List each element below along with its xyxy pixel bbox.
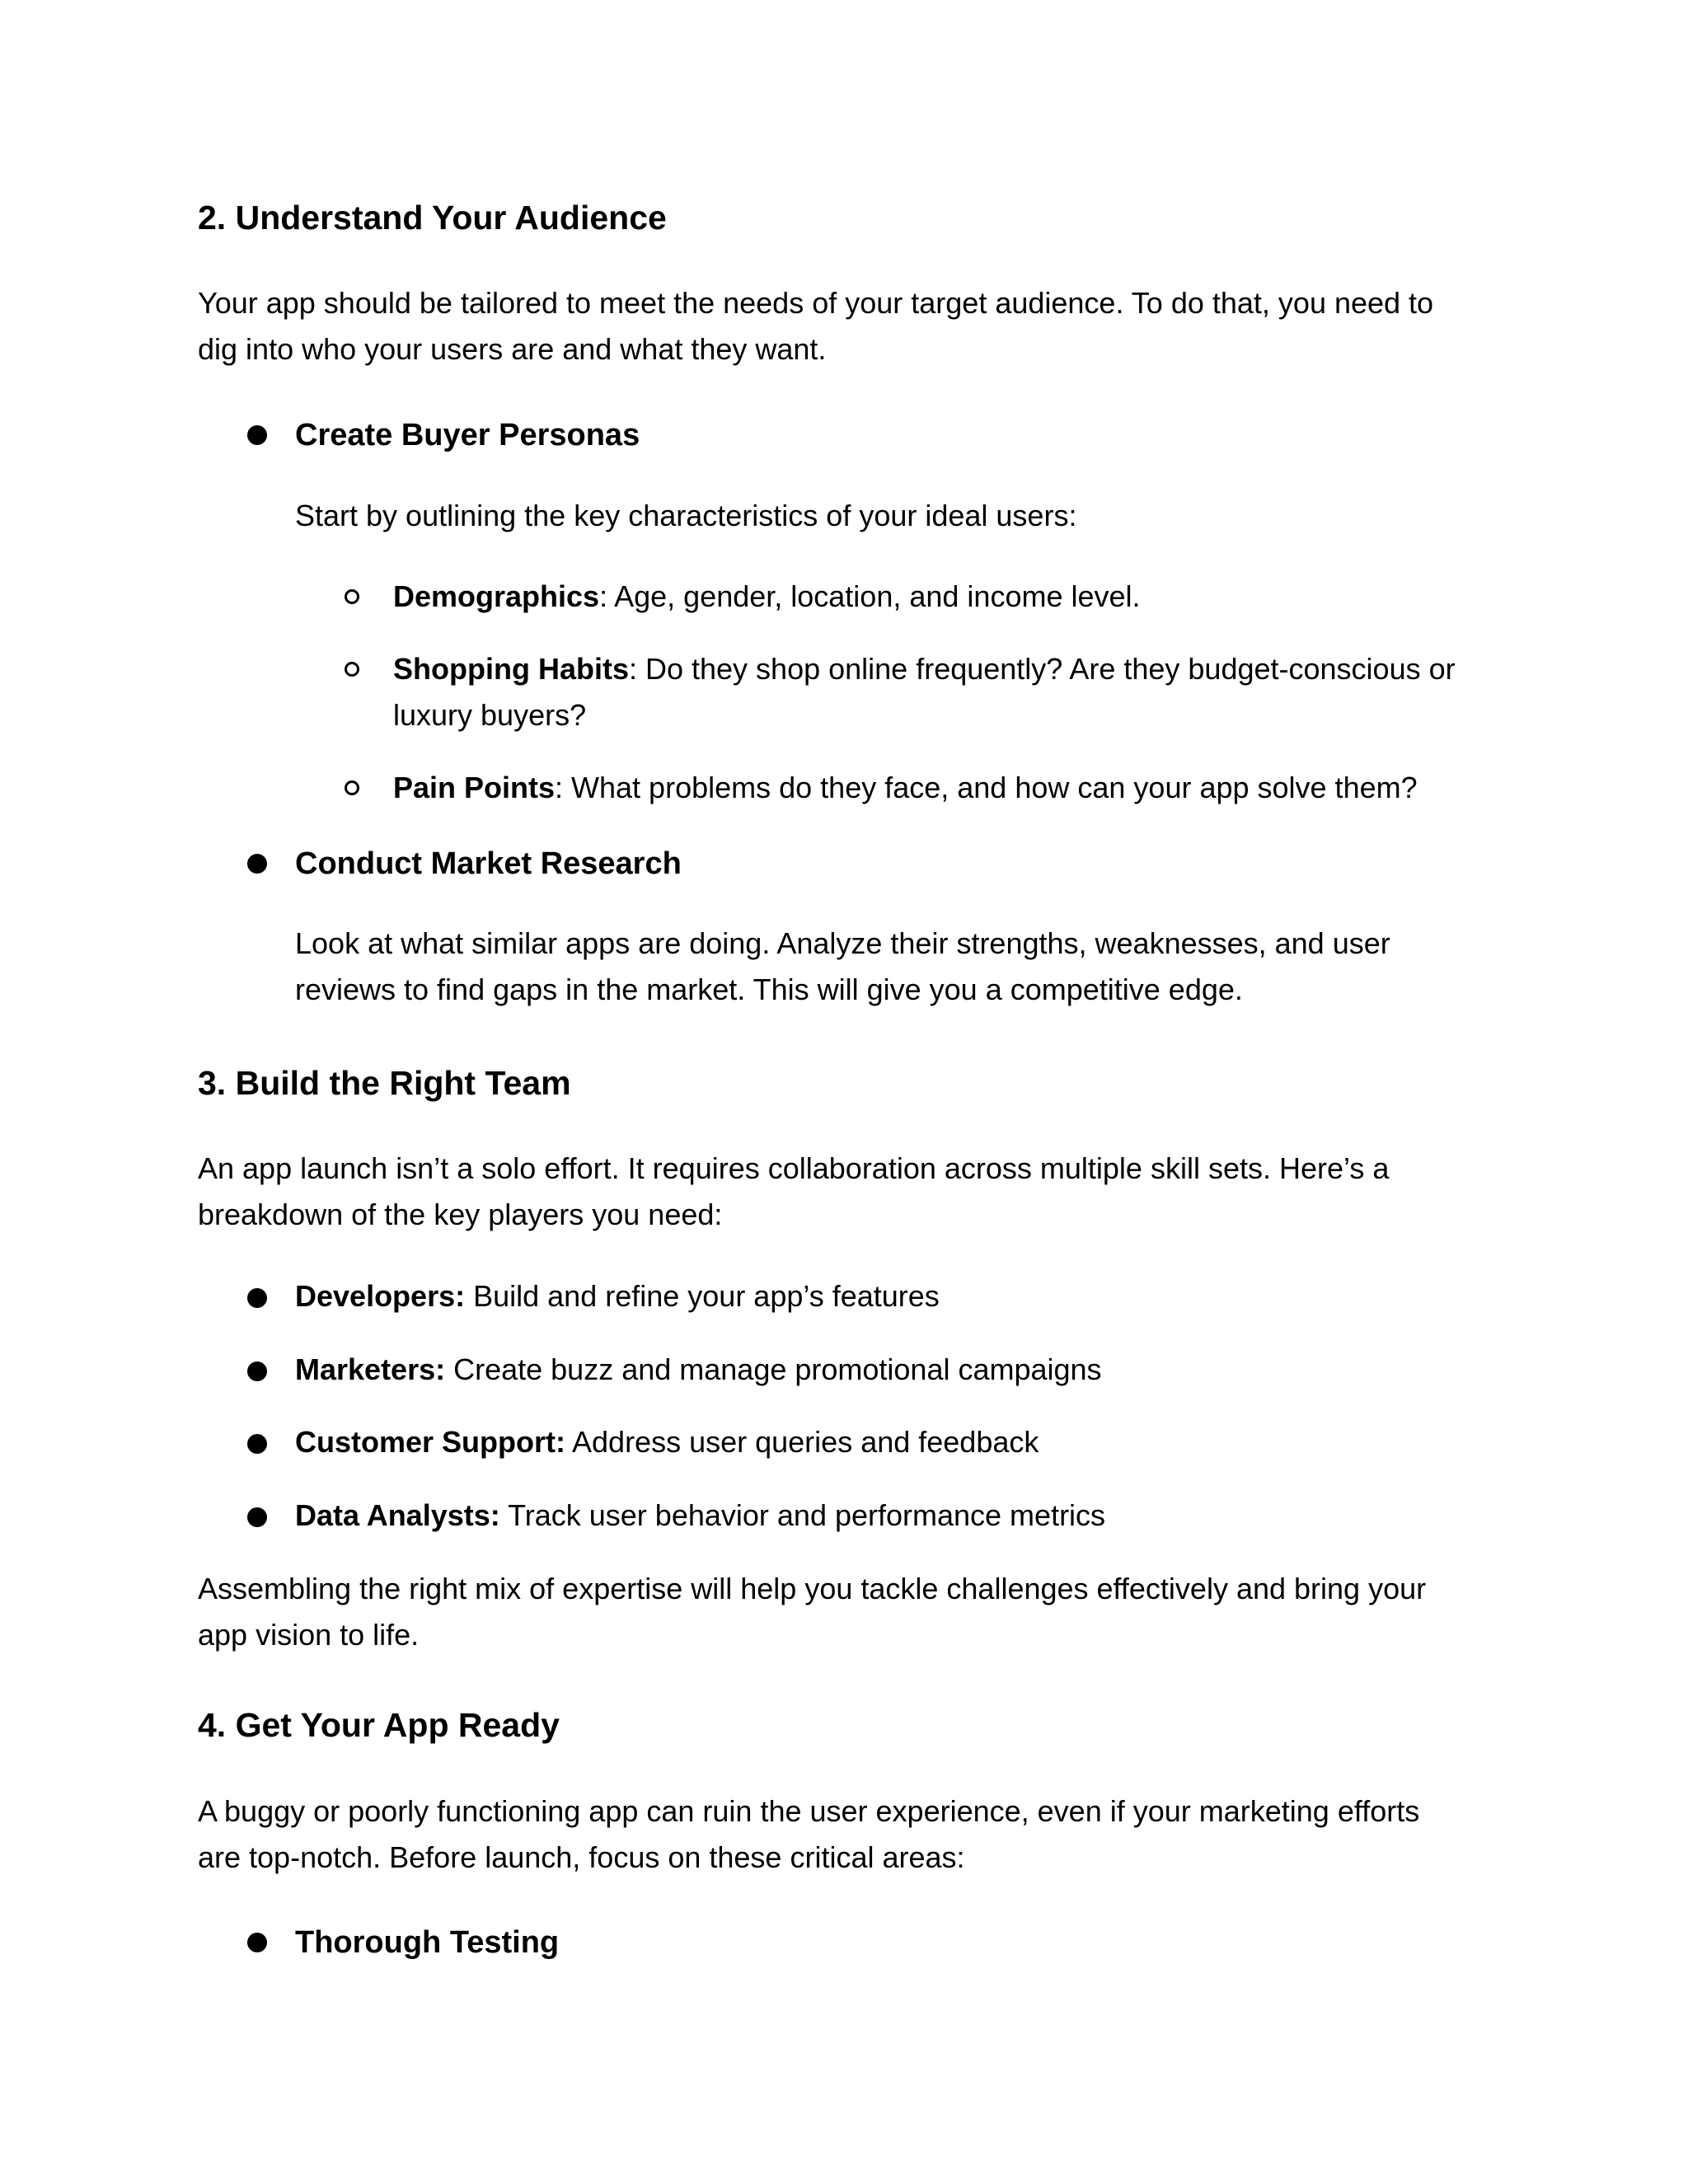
paragraph-line: An app launch isn’t a solo effort. It requires collaboration across multiple skill sets. Here’s a: [198, 1151, 1390, 1185]
paragraph-line: reviews to find gaps in the market. This will give you a competitive edge.: [295, 972, 1243, 1006]
sub-list-item: [393, 574, 1141, 620]
bullet-icon: [247, 1361, 267, 1381]
bullet-icon: [247, 1933, 267, 1952]
paragraph-line: A buggy or poorly functioning app can ruin the user experience, even if your marketing efforts: [198, 1794, 1420, 1828]
bullet-icon: [247, 854, 267, 874]
list-item-text: Address user queries and feedback: [565, 1425, 1039, 1459]
list-item-text: Build and refine your app’s features: [465, 1279, 940, 1313]
list-item-term: Marketers:: [295, 1352, 446, 1386]
list-item-term: Data Analysts:: [295, 1498, 500, 1532]
section-heading: 3. Build the Right Team: [198, 1064, 571, 1102]
list-item-text: Create buzz and manage promotional campaigns: [445, 1352, 1102, 1386]
paragraph-line: dig into who your users are and what they want.: [198, 332, 827, 366]
bullet-icon: [247, 1434, 267, 1454]
sub-list-item: [393, 765, 1418, 811]
paragraph-line: are top-notch. Before launch, focus on these critical areas:: [198, 1840, 965, 1874]
hollow-bullet-icon: [345, 662, 359, 677]
list-item: [295, 1273, 940, 1319]
paragraph-line: app vision to life.: [198, 1618, 420, 1652]
section-heading: 2. Understand Your Audience: [198, 199, 667, 237]
section-heading: 4. Get Your App Ready: [198, 1706, 560, 1744]
list-item: [295, 1419, 1039, 1465]
list-item-term: Customer Support:: [295, 1425, 565, 1459]
paragraph-line: Start by outlining the key characteristics of your ideal users:: [295, 499, 1077, 532]
hollow-bullet-icon: [345, 780, 359, 795]
sub-list-item-term: Demographics: [393, 579, 600, 613]
list-item-title: Conduct Market Research: [295, 846, 682, 881]
paragraph-line: Assembling the right mix of expertise will help you tackle challenges effectively and bring your: [198, 1572, 1427, 1605]
list-item-text: Track user behavior and performance metrics: [499, 1498, 1106, 1532]
paragraph-line: Look at what similar apps are doing. Analyze their strengths, weaknesses, and user: [295, 926, 1390, 960]
paragraph-line: breakdown of the key players you need:: [198, 1197, 723, 1231]
list-item-title: Thorough Testing: [295, 1925, 560, 1960]
sub-list-item-text: : What problems do they face, and how can your app solve them?: [555, 771, 1418, 804]
bullet-icon: [247, 425, 267, 445]
sub-list-item: [393, 646, 1456, 692]
list-item: [295, 1493, 1105, 1539]
list-item: [295, 1347, 1102, 1393]
bullet-icon: [247, 1288, 267, 1308]
sub-list-item-term: Shopping Habits: [393, 652, 629, 686]
hollow-bullet-icon: [345, 589, 359, 604]
paragraph-line: Your app should be tailored to meet the needs of your target audience. To do that, you need to: [198, 286, 1434, 320]
sub-list-item-term: Pain Points: [393, 771, 556, 804]
list-item-term: Developers:: [295, 1279, 466, 1313]
sub-list-item-text: : Age, gender, location, and income level.: [599, 579, 1141, 613]
sub-list-item-text: : Do they shop online frequently? Are they budget-conscious or: [628, 652, 1456, 686]
sub-list-item-continuation: luxury buyers?: [393, 698, 587, 732]
bullet-icon: [247, 1507, 267, 1527]
list-item-title: Create Buyer Personas: [295, 418, 640, 452]
